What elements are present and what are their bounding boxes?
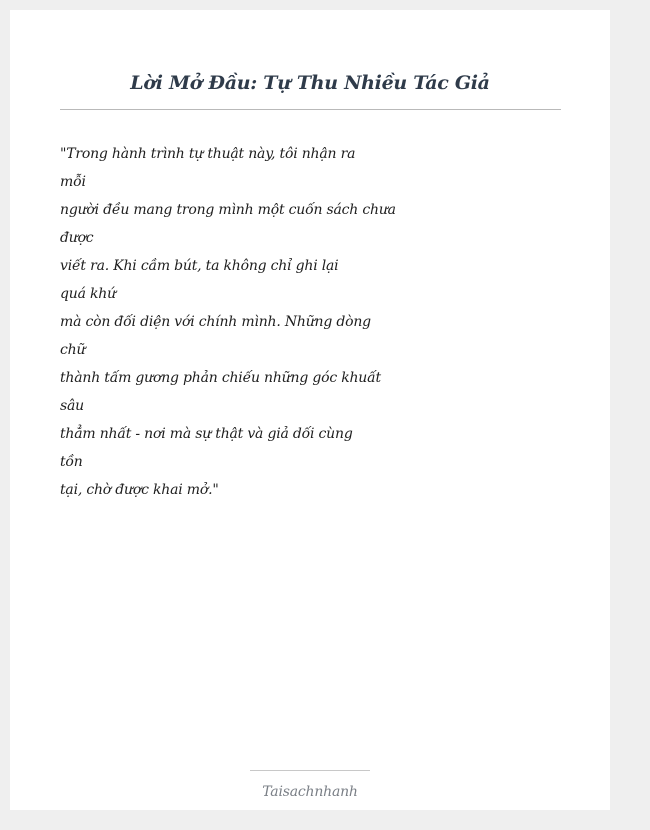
text-line: mỗi <box>60 174 86 190</box>
text-line: quá khứ <box>60 286 116 302</box>
text-line: người đều mang trong mình một cuốn sách chưa <box>60 202 396 218</box>
text-line: chữ <box>60 342 86 358</box>
text-line: thành tấm gương phản chiếu những góc khuất <box>60 370 381 386</box>
text-line: viết ra. Khi cầm bút, ta không chỉ ghi lại <box>60 258 339 274</box>
page-title: Lời Mở Đầu: Tự Thu Nhiều Tác Giả <box>130 72 490 94</box>
document-page <box>10 10 610 810</box>
text-line: thẳm nhất - nơi mà sự thật và giả dối cùng <box>60 426 353 442</box>
footer-site-name: Taisachnhanh <box>262 784 358 800</box>
text-line: "Trong hành trình tự thuật này, tôi nhận ra <box>60 146 356 162</box>
text-line: tồn <box>60 454 83 470</box>
title-divider <box>60 109 561 110</box>
text-line: tại, chờ được khai mở." <box>60 482 219 498</box>
body-text <box>60 140 396 504</box>
text-line: được <box>60 230 94 246</box>
text-line: mà còn đối diện với chính mình. Những dòng <box>60 314 371 330</box>
text-line: sâu <box>60 398 84 414</box>
footer-divider <box>250 770 370 771</box>
